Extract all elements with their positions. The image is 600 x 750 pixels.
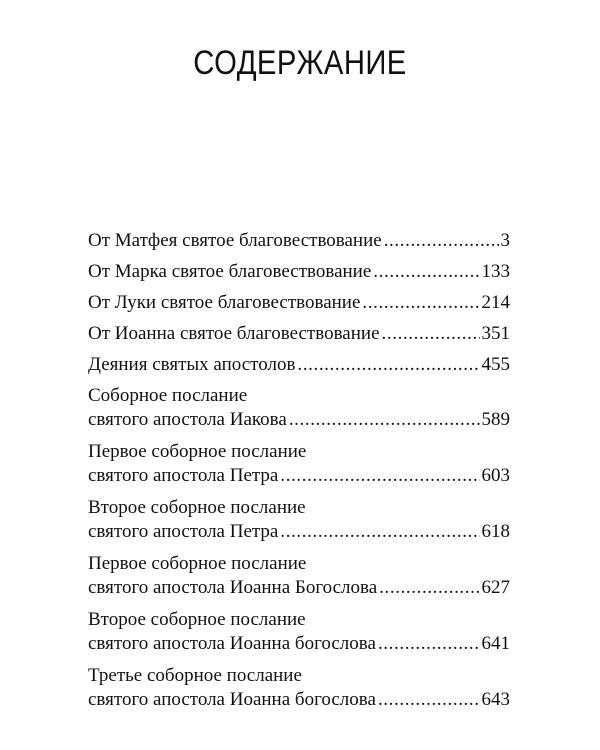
toc-entry[interactable] (88, 552, 510, 600)
toc-entry[interactable] (88, 496, 510, 544)
toc-entry-subtitle: святого апостола Петра (88, 465, 279, 486)
dot-leader (280, 520, 479, 544)
toc-entry[interactable] (88, 291, 510, 315)
dot-leader (382, 322, 480, 346)
toc-entry-title: Второе соборное послание (88, 609, 306, 630)
dot-leader (384, 229, 499, 253)
toc-entry-title: Второе соборное послание (88, 497, 306, 518)
page-title: СОДЕРЖАНИЕ (193, 44, 407, 82)
toc-entry-subtitle: святого апостола Петра (88, 521, 279, 542)
toc-entry-title: Соборное послание (88, 385, 248, 406)
toc-page-number: 643 (481, 689, 510, 710)
dot-leader (378, 688, 480, 712)
toc-entry[interactable] (88, 229, 510, 253)
toc-page-number: 3 (500, 230, 510, 251)
toc-entry-title: Первое соборное послание (88, 553, 307, 574)
toc-entry-subtitle: святого апостола Иоанна Богослова (88, 577, 378, 598)
toc-entry-title: От Марка святое благовествование (88, 261, 372, 282)
toc-page-number: 214 (481, 292, 510, 313)
toc-entry[interactable] (88, 260, 510, 284)
dot-leader (373, 260, 479, 284)
dot-leader (379, 576, 479, 600)
toc-entry-title: Третье соборное послание (88, 665, 302, 686)
toc-entry-title: Деяния святых апостолов (88, 354, 296, 375)
toc-entry[interactable] (88, 664, 510, 712)
dot-leader (297, 353, 479, 377)
dot-leader (280, 464, 479, 488)
toc-entry[interactable] (88, 353, 510, 377)
table-of-contents (88, 229, 510, 720)
toc-entry[interactable] (88, 322, 510, 346)
toc-page-number: 589 (481, 409, 510, 430)
toc-entry-title: От Луки святое благовествование (88, 292, 361, 313)
toc-page-number: 133 (481, 261, 510, 282)
toc-entry-title: От Матфея святое благовествование (88, 230, 382, 251)
toc-page-number: 603 (481, 465, 510, 486)
toc-page-number: 455 (481, 354, 510, 375)
toc-entry-subtitle: святого апостола Иакова (88, 409, 287, 430)
toc-page-number: 351 (481, 323, 510, 344)
toc-page-number: 627 (481, 577, 510, 598)
toc-page-number: 641 (481, 633, 510, 654)
toc-entry-subtitle: святого апостола Иоанна богослова (88, 633, 376, 654)
dot-leader (378, 632, 480, 656)
toc-entry-title: От Иоанна святое благовествование (88, 323, 380, 344)
toc-entry[interactable] (88, 608, 510, 656)
dot-leader (289, 408, 480, 432)
toc-entry-subtitle: святого апостола Иоанна богослова (88, 689, 376, 710)
toc-entry[interactable] (88, 440, 510, 488)
toc-page-number: 618 (481, 521, 510, 542)
toc-entry-title: Первое соборное послание (88, 441, 307, 462)
toc-entry[interactable] (88, 384, 510, 432)
dot-leader (362, 291, 479, 315)
